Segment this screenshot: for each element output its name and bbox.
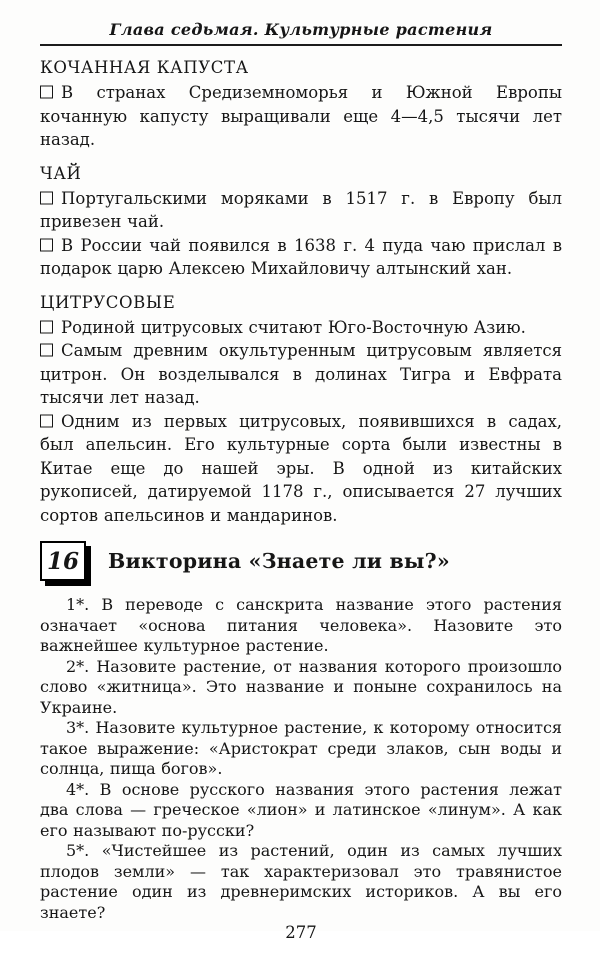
quiz-questions <box>40 595 562 923</box>
quiz-number-box <box>40 541 86 581</box>
page-content <box>40 46 562 923</box>
fact-item <box>40 316 562 340</box>
section-heading: ЦИТРУСОВЫЕ <box>40 292 176 312</box>
section-heading: КОЧАННАЯ КАПУСТА <box>40 58 249 77</box>
fact-text: Самым древним окультуренным цитрусовым является цитрон. Он возделывался в долинах Тигра и Евфрата тысячи лет назад. <box>40 341 562 407</box>
quiz-question: 2*. Назовите растение, от названия которого произошло слово «житница». Это название и поныне сохранилось на Украине. <box>40 656 562 717</box>
fact-text: Родиной цитрусовых считают Юго-Восточную Азию. <box>61 317 526 337</box>
quiz-question: 5*. «Чистейшее из растений, один из самых лучших плодов земли» — так характеризовал это травянистое растение один из древнеримских историков. А вы его знаете? <box>40 841 562 922</box>
fact-item <box>40 81 562 152</box>
quiz-question: 3*. Назовите культурное растение, к которому относится такое выражение: «Аристократ среди злаков, сын воды и солнца, пища богов». <box>40 718 562 778</box>
section-tea <box>40 163 562 281</box>
section-citrus <box>40 292 562 528</box>
quiz-title: Викторина «Знаете ли вы?» <box>108 549 450 573</box>
fact-text: Португальскими моряками в 1517 г. в Европу был привезен чай. <box>40 188 562 231</box>
checkbox-bullet-icon <box>40 414 53 427</box>
fact-text: В странах Средиземноморья и Южной Европы кочанную капусту выращивали еще 4—4,5 тысячи лет назад. <box>40 83 562 149</box>
page-number: 277 <box>285 923 317 942</box>
fact-item <box>40 234 562 281</box>
checkbox-bullet-icon <box>40 320 53 333</box>
checkbox-bullet-icon <box>40 86 53 99</box>
quiz-header <box>40 541 562 581</box>
checkbox-bullet-icon <box>40 238 53 251</box>
fact-item <box>40 410 562 528</box>
checkbox-bullet-icon <box>40 344 53 357</box>
running-header <box>40 20 562 46</box>
fact-item <box>40 339 562 410</box>
quiz-question: 4*. В основе русского названия этого растения лежат два слова — греческое «лион» и латинское «линум». А как его называют по-русски? <box>40 779 562 840</box>
quiz-number: 16 <box>46 547 79 575</box>
quiz-question: 1*. В переводе с санскрита название этого растения означает «основа питания человека». Назовите это важнейшее культурное растение. <box>40 595 562 655</box>
section-cabbage <box>40 57 562 152</box>
checkbox-bullet-icon <box>40 191 53 204</box>
fact-text: В России чай появился в 1638 г. 4 пуда чаю прислал в подарок царю Алексею Михайловичу алтынский хан. <box>40 235 562 278</box>
fact-text: Одним из первых цитрусовых, появившихся в садах, был апельсин. Его культурные сорта были известны в Китае еще до нашей эры. В одной из китайских рукописей, датируемой 1178 г., описывается 27 лучших сортов апельсинов и мандаринов. <box>40 411 562 525</box>
fact-item <box>40 187 562 234</box>
section-heading: ЧАЙ <box>40 163 82 183</box>
chapter-title: Глава седьмая. Культурные растения <box>109 20 493 39</box>
